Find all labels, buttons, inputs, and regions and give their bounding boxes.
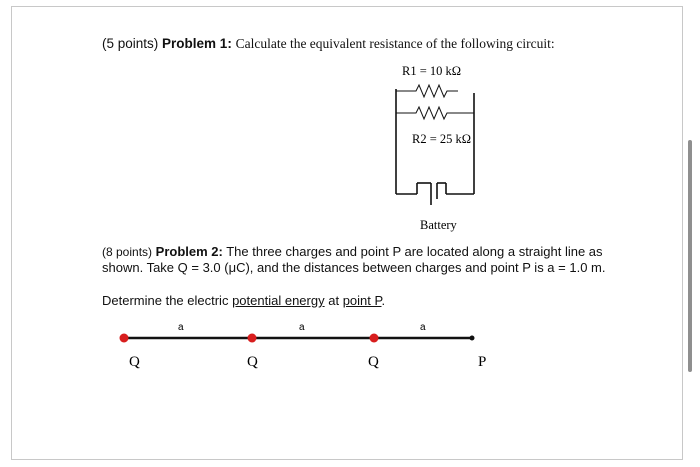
problem-2-title: Problem 2: [155,244,223,259]
problem-2-line1: The three charges and point P are located along a straight line as [226,244,603,259]
segment-label-2: a [299,322,305,333]
r2-resistor [396,107,468,119]
battery-symbol [417,183,437,205]
problem-1-statement [102,36,555,52]
charges-line-diagram [112,312,502,374]
segment-label-3: a [420,322,426,333]
problem-2-points: (8 points) [102,245,153,259]
charge-dot-1 [120,334,129,343]
determine-instruction: Determine the electric potential energy at point P. [102,293,386,308]
segment-label-1: a [178,322,184,333]
r2-label: R2 = 25 kΩ [412,132,472,146]
point-p-term: point P [342,293,382,308]
r1-label: R1 = 10 kΩ [402,64,462,78]
document-page [11,6,683,460]
charge-dot-2 [248,334,257,343]
problem-1-title: Problem 1: [162,36,232,51]
point-p-dot [470,336,475,341]
problem-1-text: Calculate the equivalent resistance of the following circuit: [235,36,555,51]
problem-2-line2: shown. Take Q = 3.0 (μC), and the distances between charges and point P is a = 1.0 m. [102,260,606,275]
problem-1-points: (5 points) [102,36,159,51]
vertical-scrollbar[interactable] [688,140,692,372]
circuit-diagram [382,59,502,239]
r1-resistor [396,85,458,97]
problem-2-statement [102,244,605,276]
charge-label-2: Q [247,354,258,370]
charge-label-3: Q [368,354,379,370]
charge-label-1: Q [129,354,140,370]
battery-label: Battery [420,218,457,232]
charge-dot-3 [370,334,379,343]
point-p-label: P [478,354,487,370]
potential-energy-term: potential energy [232,293,325,308]
